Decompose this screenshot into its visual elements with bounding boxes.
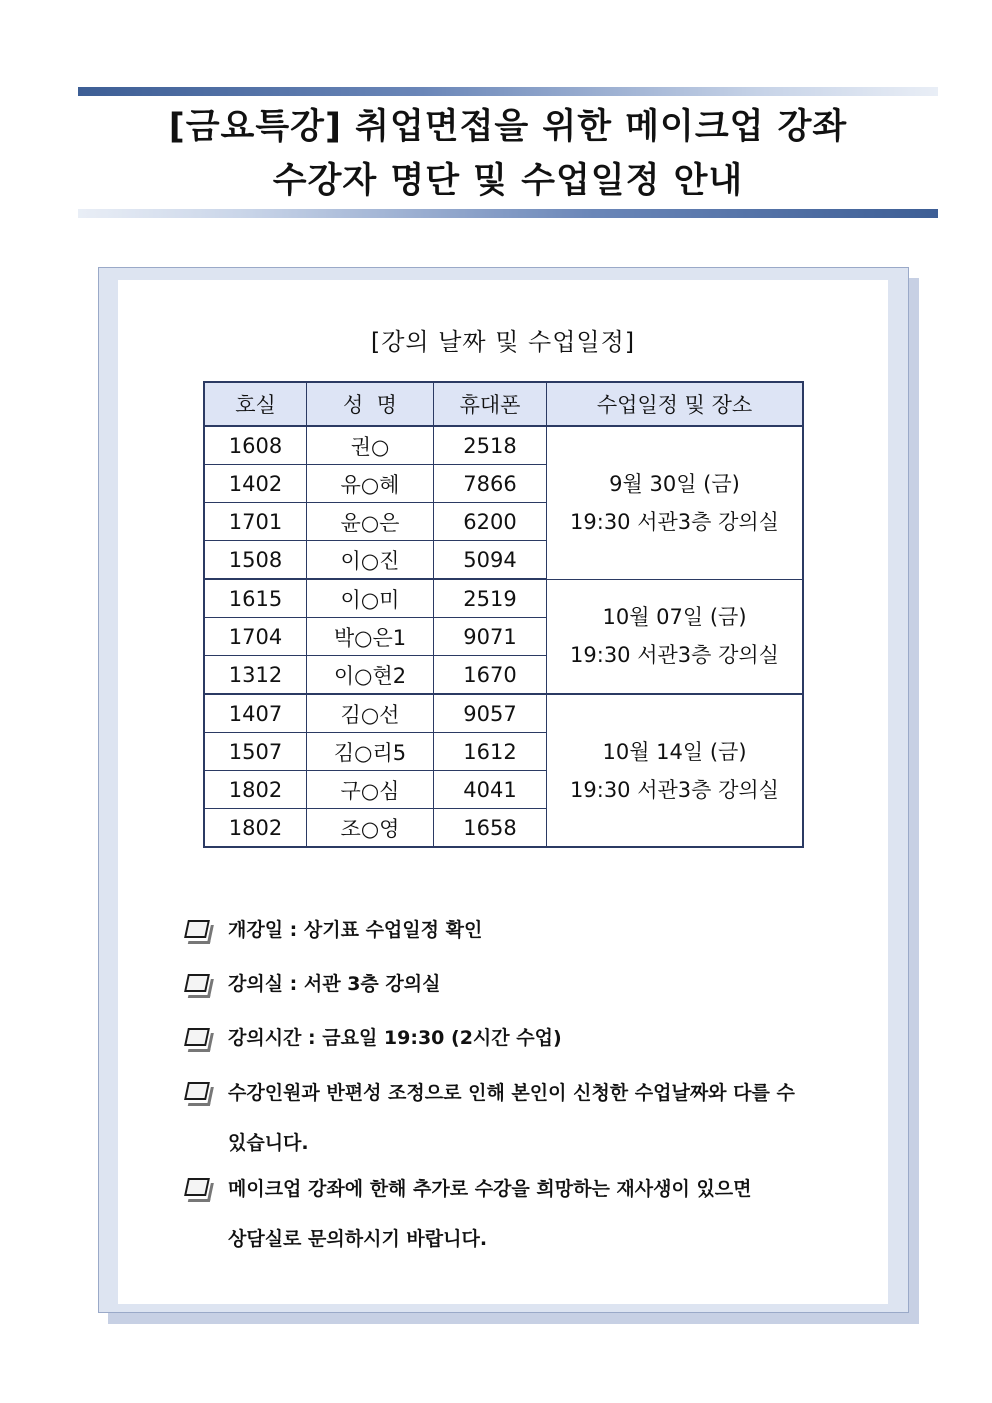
cell-room: 1615 (204, 579, 307, 618)
cell-room: 1701 (204, 503, 307, 541)
table-row (204, 426, 803, 465)
cell-phone: 1670 (434, 656, 547, 695)
note-text: 개강일 : 상기표 수업일정 확인 (228, 919, 483, 941)
col-header-room: 호실 (204, 382, 307, 426)
schedule-place: 19:30 서관3층 강의실 (570, 509, 779, 534)
schedule-place: 19:30 서관3층 강의실 (570, 777, 779, 802)
cell-name: 이○미 (307, 579, 434, 618)
cell-phone: 9071 (434, 618, 547, 656)
cell-phone: 5094 (434, 541, 547, 580)
table-row (204, 579, 803, 618)
cell-schedule (547, 426, 804, 579)
note-item (186, 912, 876, 949)
cell-phone: 9057 (434, 694, 547, 733)
header-bar-top (78, 87, 938, 96)
checkbox-bullet-icon (184, 1028, 210, 1046)
cell-name: 김○선 (307, 694, 434, 733)
cell-name: 김○리5 (307, 733, 434, 771)
schedule-date: 10월 07일 (금) (602, 605, 747, 630)
cell-name: 이○현2 (307, 656, 434, 695)
cell-phone: 2519 (434, 579, 547, 618)
cell-name: 이○진 (307, 541, 434, 580)
cell-phone: 2518 (434, 426, 547, 465)
cell-room: 1312 (204, 656, 307, 695)
cell-schedule (547, 694, 804, 847)
note-item (186, 1068, 876, 1168)
cell-room: 1802 (204, 809, 307, 848)
cell-room: 1608 (204, 426, 307, 465)
cell-phone: 1658 (434, 809, 547, 848)
checkbox-bullet-icon (184, 1082, 210, 1100)
cell-name: 권○ (307, 426, 434, 465)
note-text-line: 메이크업 강좌에 한해 추가로 수강을 희망하는 재사생이 있으면 (228, 1178, 752, 1200)
note-text: 강의시간 : 금요일 19:30 (2시간 수업) (228, 1027, 562, 1049)
cell-phone: 1612 (434, 733, 547, 771)
cell-room: 1704 (204, 618, 307, 656)
table-header-row (204, 382, 803, 426)
cell-name: 윤○은 (307, 503, 434, 541)
schedule-place: 19:30 서관3층 강의실 (570, 643, 779, 668)
checkbox-bullet-icon (184, 920, 210, 938)
note-text-line: 있습니다. (228, 1132, 309, 1154)
cell-name: 박○은1 (307, 618, 434, 656)
section-title: [강의 날짜 및 수업일정] (370, 328, 636, 356)
cell-phone: 4041 (434, 771, 547, 809)
cell-room: 1802 (204, 771, 307, 809)
schedule-table (203, 381, 804, 848)
note-item (186, 1020, 876, 1057)
cell-room: 1407 (204, 694, 307, 733)
note-item (186, 966, 876, 1003)
schedule-date: 10월 14일 (금) (602, 739, 747, 764)
cell-phone: 6200 (434, 503, 547, 541)
cell-name: 유○혜 (307, 465, 434, 503)
cell-name: 구○심 (307, 771, 434, 809)
cell-name: 조○영 (307, 809, 434, 848)
page-title (78, 100, 938, 208)
title-line-1: [금요특강] 취업면접을 위한 메이크업 강좌 (168, 107, 848, 147)
note-text-line: 상담실로 문의하시기 바랍니다. (228, 1228, 488, 1250)
cell-schedule (547, 579, 804, 694)
note-text-line: 수강인원과 반편성 조정으로 인해 본인이 신청한 수업날짜와 다를 수 (228, 1082, 795, 1104)
checkbox-bullet-icon (184, 974, 210, 992)
checkbox-bullet-icon (184, 1178, 210, 1196)
cell-room: 1402 (204, 465, 307, 503)
cell-phone: 7866 (434, 465, 547, 503)
table-row (204, 694, 803, 733)
cell-room: 1508 (204, 541, 307, 580)
notes-list (186, 912, 876, 1266)
schedule-date: 9월 30일 (금) (609, 471, 740, 496)
header-bar-bottom (78, 209, 938, 218)
col-header-schedule: 수업일정 및 장소 (547, 382, 804, 426)
note-text: 강의실 : 서관 3층 강의실 (228, 973, 441, 995)
note-item (186, 1164, 876, 1264)
title-line-2: 수강자 명단 및 수업일정 안내 (272, 161, 744, 201)
col-header-name: 성 명 (307, 382, 434, 426)
col-header-phone: 휴대폰 (434, 382, 547, 426)
cell-room: 1507 (204, 733, 307, 771)
